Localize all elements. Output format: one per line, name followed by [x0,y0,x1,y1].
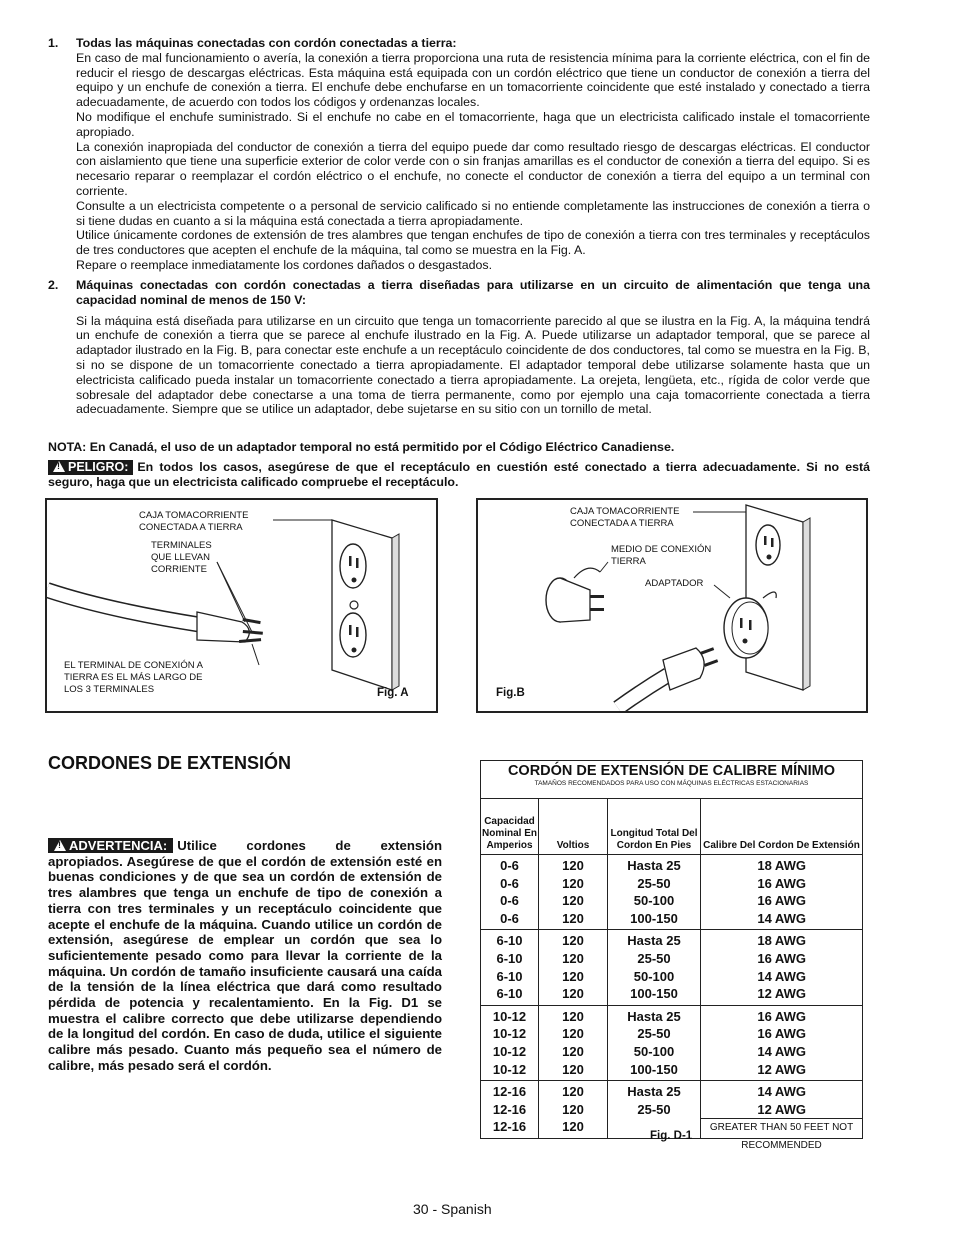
table-column-volts [539,930,608,1004]
gauge-cell: 14 AWG [757,1043,806,1059]
length-cell: 25-50 [637,1026,671,1042]
peligro-badge [48,460,133,475]
column-header-gauge: Calibre Del Cordon De Extensión [703,840,860,851]
table-column-volts [539,1081,608,1138]
table-column-volts [539,1006,608,1080]
extension-warning-text: Utilice cordones de extensión apropiados. Asegúrese de que el cordón de extensión esté en buenas condiciones y de que sea un cordón de extensión de tres alambres que tenga un enchufe de tipo de conexión a tierra con tres terminales y un receptáculo coincidente que acepte el enchufe de la máquina. Cuando utilice un cordón de extensión, asegúrese de emplear un cordón que sea lo suficientemente pesado como para llevar la corriente de la máquina. Un cordón de tamaño insuficiente causará una caída de la tensión de la línea eléctrica que dará como resultado pérdida de potencia y recalentamiento. En la Fig. D1 se muestra el calibre correcto que debe utilizarse dependiendo de la longitud del cordón. En caso de duda, utilice el siguiente calibre más pesado. Cuanto más pequeño sea el número de calibre, más pesado será el cordón. [48,838,442,1073]
volts-cell: 120 [562,1084,584,1100]
volts-cell: 120 [562,1101,584,1117]
gauge-cell: 18 AWG [757,858,806,873]
table-column-gauge [701,1081,862,1151]
table-column-amps [481,1081,539,1138]
table-note: GREATER THAN 50 FEET NOT RECOMMENDED [701,1118,862,1136]
length-cell: 50-100 [633,968,675,984]
length-cell: 25-50 [637,950,671,966]
column-header-volts: Voltios [539,799,608,854]
gauge-cell: 14 AWG [757,968,806,984]
section-1-title: Todas las máquinas conectadas con cordón conectadas a tierra: [76,36,457,50]
table-header [481,761,862,799]
amps-cell: 12-16 [492,1119,527,1135]
gauge-cell: 12 AWG [757,1061,806,1077]
extension-heading: CORDONES DE EXTENSIÓN [48,753,292,773]
table-subtitle: TAMAÑOS RECOMENDADOS PARA USO CON MÁQUINAS ELÉCTRICAS ESTACIONARIAS [534,779,809,787]
amps-cell: 0-6 [500,893,519,909]
table-column-amps [481,930,539,1004]
page-footer: 30 - Spanish [413,1201,492,1217]
volts-cell: 120 [562,1026,584,1042]
volts-cell: 120 [562,986,584,1002]
amps-cell: 6-10 [496,950,523,966]
figure-b-label-box: CAJA TOMACORRIENTE CONECTADA A TIERRA [570,506,680,529]
figure-a [45,498,438,713]
figure-b [476,498,868,713]
table-body [481,855,862,1151]
amps-cell: 6-10 [496,933,523,949]
warning-triangle-icon [54,840,66,851]
section-1-paragraph: En caso de mal funcionamiento o avería, la conexión a tierra proporciona una ruta de resistencia mínima para la corriente eléctrica, con el fin de reducir el riesgo de descargas eléctricas. Esta máquina está equipada con un cordón eléctrico que tiene un conductor de conexión a tierra del equipo y un enchufe de conexión a tierra. El enchufe debe enchufarse en un tomacorriente coincidente que esté instalado y conectado a tierra adecuadamente, de acuerdo con todos los códigos y ordenanzas locales. [76,50,870,110]
volts-cell: 120 [562,858,584,873]
figure-b-label-ground: MEDIO DE CONEXIÓN TIERRA [611,544,712,567]
extension-warning [48,838,442,1074]
warning-triangle-icon [53,461,65,472]
table-column-headers [481,799,862,855]
amps-cell: 10-12 [492,1008,527,1024]
gauge-cell: 14 AWG [757,1084,806,1100]
amps-cell: 0-6 [500,910,519,926]
table-row-group [481,930,862,1005]
figure-a-caption: Fig. A [377,687,409,699]
table-column-gauge [701,1006,862,1080]
table-column-amps [481,1006,539,1080]
figure-a-label-ground: EL TERMINAL DE CONEXIÓN A TIERRA ES EL MÁS LARGO DE LOS 3 TERMINALES [64,660,203,695]
section-2-number: 2. [48,278,59,292]
amps-cell: 12-16 [492,1084,527,1100]
table-row-group [481,855,862,930]
amps-cell: 6-10 [496,986,523,1002]
column-header-amps: Capacidad Nominal En Amperios [481,799,539,854]
figure-b-caption: Fig.B [496,687,525,699]
volts-cell: 120 [562,875,584,891]
section-1-paragraph: Utilice únicamente cordones de extensión de tres alambres que tengan enchufes de tipo de conexión a tierra con tres terminales y receptáculos de tres conductores que acepten el enchufe de la máquina, tal como se muestra en la Fig. A. [76,228,870,258]
section-2-paragraph: Si la máquina está diseñada para utilizarse en un circuito que tenga un tomacorriente parecido al que se ilustra en la Fig. A, la máquina tendrá un enchufe de conexión a tierra que se parece al enchufe ilustrado en la Fig. A. Puede utilizarse un adaptador temporal, que se parece al adaptador ilustrado en la Fig. B, para conectar este enchufe a un receptáculo coincidente de dos conductores, tal como se muestra en la Fig. B, si no se dispone de un tomacorriente conectado a tierra apropiadamente. El adaptador temporal debe utilizarse solamente hasta que un electricista calificado pueda instalar un tomacorriente conectado a tierra apropiadamente. La orejeta, lengüeta, etc., rígida de color verde que sobresale del adaptador debe conectarse a una toma de tierra permanente, como por ejemplo una caja tomacorriente conectada a tierra adecuadamente. Siempre que se utilice un adaptador, debe sujetarse en su sitio con un tornillo de metal. [76,313,870,417]
table-column-gauge [701,930,862,1004]
gauge-cell: 14 AWG [757,910,806,926]
volts-cell: 120 [562,968,584,984]
table-column-length [608,1006,701,1080]
length-cell: Hasta 25 [627,858,681,873]
volts-cell: 120 [562,1008,584,1024]
peligro-badge-label: PELIGRO: [68,460,129,474]
amps-cell: 10-12 [492,1043,527,1059]
table-column-length [608,930,701,1004]
amps-cell: 0-6 [500,858,519,873]
section-2 [76,278,870,417]
volts-cell: 120 [562,950,584,966]
length-cell: 100-150 [630,910,678,926]
gauge-cell: 16 AWG [757,875,806,891]
figure-b-label-adapter: ADAPTADOR [645,578,704,589]
length-cell: Hasta 25 [627,933,681,949]
advertencia-badge-label: ADVERTENCIA: [69,838,168,853]
table-caption: Fig. D-1 [650,1130,693,1142]
length-cell: 50-100 [633,893,675,909]
length-cell: 50-100 [633,1043,675,1059]
volts-cell: 120 [562,893,584,909]
length-cell: 100-150 [630,986,678,1002]
nota-text: NOTA: En Canadá, el uso de un adaptador temporal no está permitido por el Código Eléctrico Canadiense. [48,440,675,454]
section-1-paragraph: Consulte a un electricista competente o a personal de servicio calificado si no entiende completamente las instrucciones de conexión a tierra o si tiene dudas en cuanto a si la máquina está conectada a tierra apropiadamente. [76,198,870,228]
column-header-length: Longitud Total Del Cordon En Pies [608,799,701,854]
gauge-cell: 12 AWG [757,1101,806,1117]
amps-cell: 12-16 [492,1101,527,1117]
peligro-text: En todos los casos, asegúrese de que el receptáculo en cuestión esté conectado a tierra adecuadamente. Si no está seguro, haga que un electricista calificado compruebe el receptáculo. [48,460,870,489]
gauge-cell: 16 AWG [757,893,806,909]
gauge-cell: 16 AWG [757,1026,806,1042]
section-1-paragraph: No modifique el enchufe suministrado. Si el enchufe no cabe en el tomacorriente, haga que un electricista calificado instale el tomacorriente apropiado. [76,109,870,139]
table-column-gauge [701,855,862,929]
gauge-cell: 16 AWG [757,950,806,966]
amps-cell: 0-6 [500,875,519,891]
length-cell: Hasta 25 [627,1008,681,1024]
advertencia-badge [48,838,173,853]
length-cell: 100-150 [630,1061,678,1077]
amps-cell: 10-12 [492,1061,527,1077]
gauge-cell: 16 AWG [757,1008,806,1024]
table-column-length [608,855,701,929]
figure-a-label-live: TERMINALES QUE LLEVAN CORRIENTE [151,540,212,575]
section-1 [76,36,870,273]
volts-cell: 120 [562,1061,584,1077]
table-title: CORDÓN DE EXTENSIÓN DE CALIBRE MÍNIMO [507,763,836,779]
table-column-amps [481,855,539,929]
amps-cell: 6-10 [496,968,523,984]
length-cell: 25-50 [637,1101,671,1117]
volts-cell: 120 [562,1043,584,1059]
volts-cell: 120 [562,933,584,949]
gauge-cell: 18 AWG [757,933,806,949]
volts-cell: 120 [562,910,584,926]
table-column-volts [539,855,608,929]
section-1-paragraph: Repare o reemplace inmediatamente los cordones dañados o desgastados. [76,257,493,272]
section-1-number: 1. [48,36,59,50]
length-cell: Hasta 25 [627,1084,681,1100]
section-2-title: Máquinas conectadas con cordón conectadas a tierra diseñadas para utilizarse en un circuito de alimentación que tenga una capacidad nominal de menos de 150 V: [76,278,870,307]
volts-cell: 120 [562,1119,584,1135]
extension-cord-table [480,760,863,1151]
figure-a-label-box: CAJA TOMACORRIENTE CONECTADA A TIERRA [139,510,249,533]
peligro-warning [48,460,870,490]
gauge-cell: 12 AWG [757,986,806,1002]
figure-b-illustration [478,500,866,711]
section-1-paragraph: La conexión inapropiada del conductor de conexión a tierra del equipo puede dar como resultado riesgo de descargas eléctricas. El conductor con aislamiento que tiene una superficie exterior de color verde con o sin franjas amarillas es el conductor de conexión a tierra del equipo. Si es necesario reparar o reemplazar el cordón eléctrico o el enchufe, no conecte el conductor de conexión a tierra del equipo a un terminal con corriente. [76,139,870,198]
length-cell: 25-50 [637,875,671,891]
table-row-group [481,1006,862,1081]
amps-cell: 10-12 [492,1026,527,1042]
